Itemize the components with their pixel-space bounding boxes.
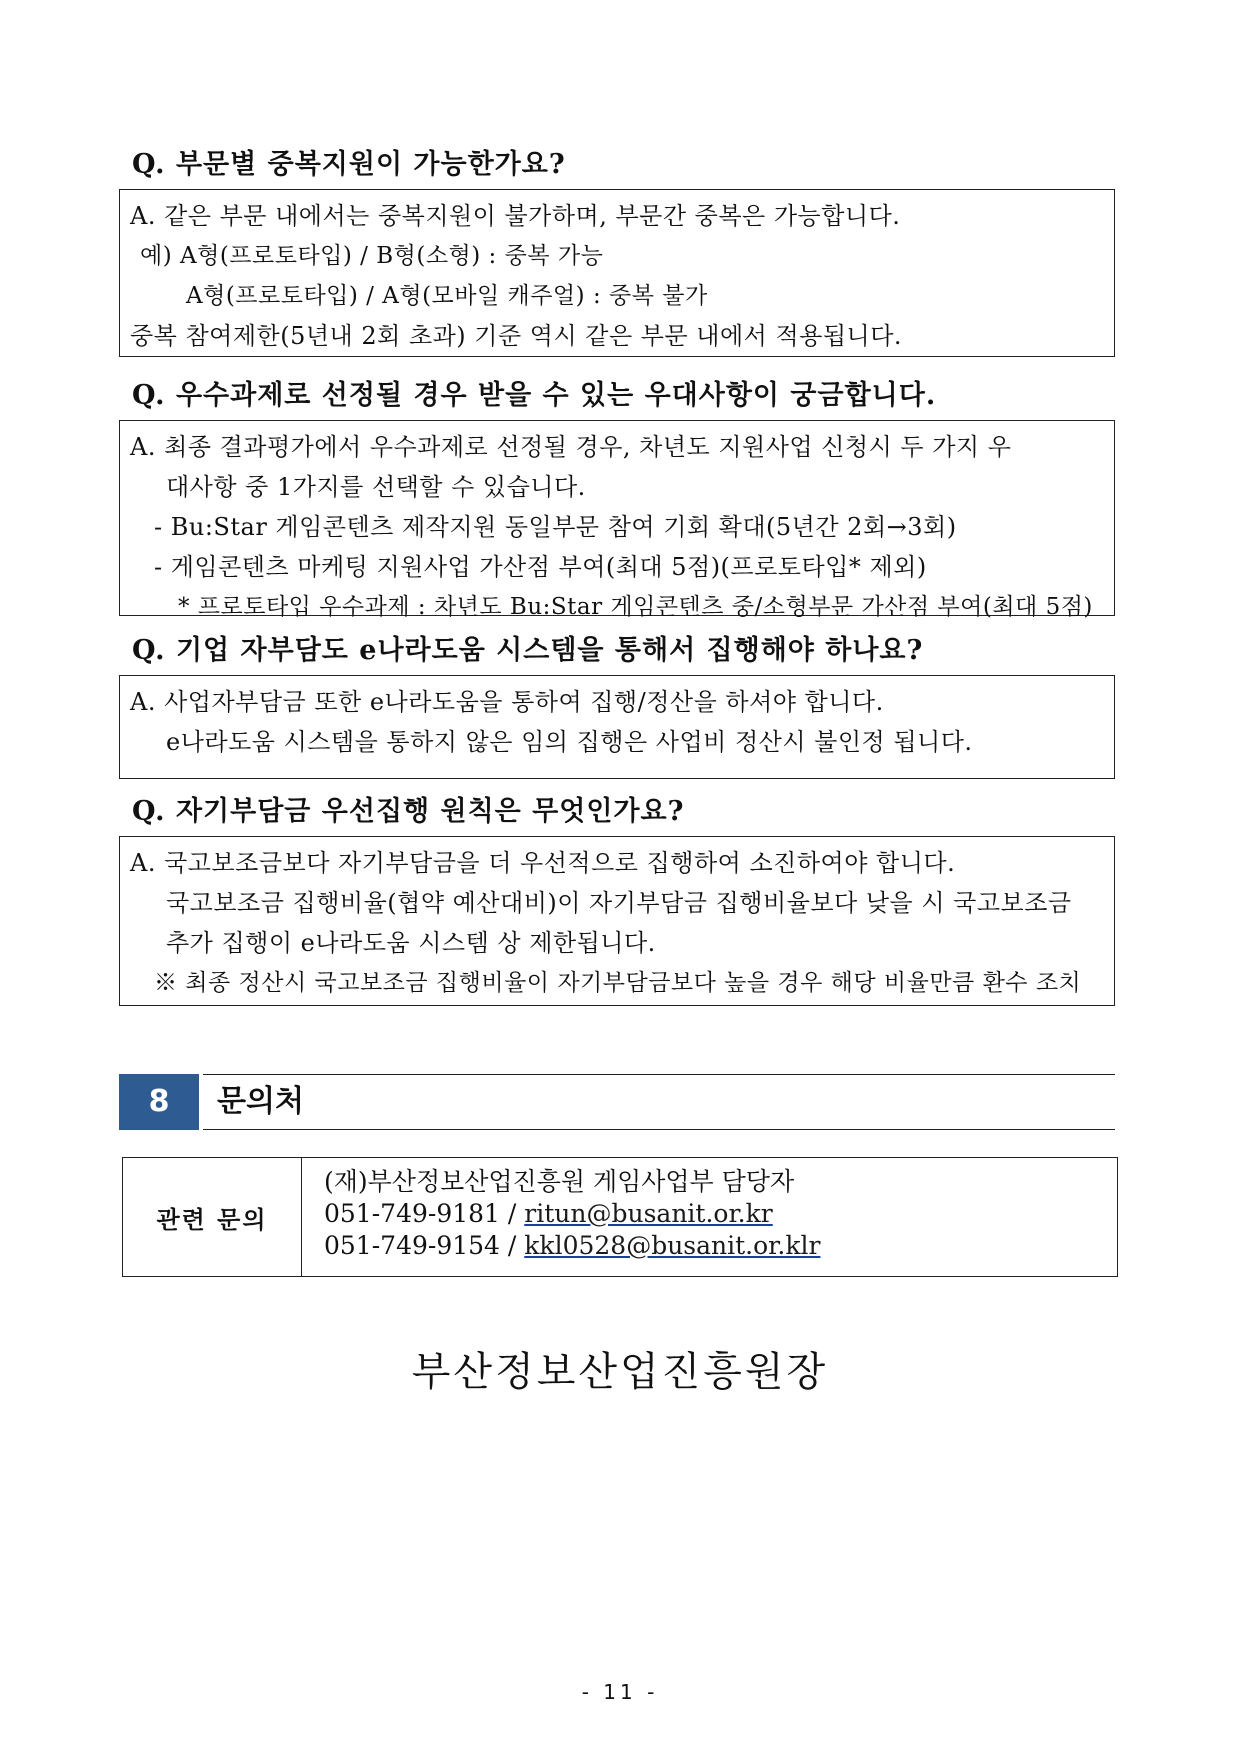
answer-line: - Bu:Star 게임콘텐츠 제작지원 동일부문 참여 기회 확대(5년간 2회→3회) (154, 513, 957, 541)
answer-line: 예) A형(프로토타입) / B형(소형) : 중복 가능 (140, 243, 604, 269)
answer-line: A형(프로토타입) / A형(모바일 캐주얼) : 중복 불가 (186, 283, 708, 309)
answer-line: 추가 집행이 e나라도움 시스템 상 제한됩니다. (166, 929, 656, 957)
phone-number: 051-749-9154 (324, 1231, 500, 1260)
answer-line: 국고보조금 집행비율(협약 예산대비)이 자기부담금 집행비율보다 낮을 시 국고보조금 (166, 889, 1072, 917)
contact-label: 관련 문의 (123, 1158, 302, 1276)
answer-line: ※ 최종 정산시 국고보조금 집행비율이 자기부담금보다 높을 경우 해당 비율만큼 환수 조치 (154, 970, 1082, 996)
faq-answer-box-4 (119, 836, 1115, 1006)
contact-org: (재)부산정보산업진흥원 게임사업부 담당자 (324, 1167, 795, 1196)
faq-answer-box-1 (119, 189, 1115, 357)
section-header (119, 1074, 1115, 1130)
divider (203, 1129, 1115, 1130)
faq-question-3: Q. 기업 자부담도 e나라도움 시스템을 통해서 집행해야 하나요? (132, 635, 924, 666)
contact-table (122, 1157, 1118, 1277)
issuer-title: 부산정보산업진흥원장 (411, 1349, 829, 1395)
faq-answer-box-3 (119, 675, 1115, 779)
divider (203, 1074, 1115, 1075)
phone-number: 051-749-9181 (324, 1199, 500, 1228)
separator: / (499, 1199, 525, 1228)
answer-line: A. 사업자부담금 또한 e나라도움을 통하여 집행/정산을 하셔야 합니다. (130, 688, 884, 716)
answer-line: A. 국고보조금보다 자기부담금을 더 우선적으로 집행하여 소진하여야 합니다. (130, 849, 956, 877)
contact-line-1 (324, 1198, 820, 1230)
answer-line: 중복 참여제한(5년내 2회 초과) 기준 역시 같은 부문 내에서 적용됩니다. (130, 322, 903, 350)
faq-answer-box-2 (119, 420, 1115, 620)
page-number: - 11 - (581, 1680, 659, 1704)
email-link[interactable]: kkl0528@busanit.or.klr (524, 1231, 821, 1260)
section-title: 문의처 (217, 1084, 304, 1119)
answer-line: A. 같은 부문 내에서는 중복지원이 불가하며, 부문간 중복은 가능합니다. (130, 202, 901, 230)
answer-line: - 게임콘텐츠 마케팅 지원사업 가산점 부여(최대 5점)(프로토타입* 제외) (154, 553, 927, 581)
separator: / (499, 1231, 525, 1260)
faq-question-4: Q. 자기부담금 우선집행 원칙은 무엇인가요? (132, 796, 685, 827)
contact-line-2 (324, 1230, 820, 1262)
email-link[interactable]: ritun@busanit.or.kr (524, 1199, 773, 1228)
faq-question-2: Q. 우수과제로 선정될 경우 받을 수 있는 우대사항이 궁금합니다. (132, 380, 937, 411)
answer-line: * 프로토타입 우수과제 : 차년도 Bu:Star 게임콘텐츠 중/소형부문 가산점 부여(최대 5점) (178, 594, 1093, 620)
faq-question-1: Q. 부문별 중복지원이 가능한가요? (132, 149, 566, 180)
contact-info (302, 1158, 820, 1276)
section-number-badge: 8 (119, 1074, 199, 1130)
answer-line: e나라도움 시스템을 통하지 않은 임의 집행은 사업비 정산시 불인정 됩니다. (166, 728, 973, 756)
answer-line: A. 최종 결과평가에서 우수과제로 선정될 경우, 차년도 지원사업 신청시 두 가지 우 (130, 433, 1012, 461)
answer-line: 대사항 중 1가지를 선택할 수 있습니다. (166, 473, 586, 501)
